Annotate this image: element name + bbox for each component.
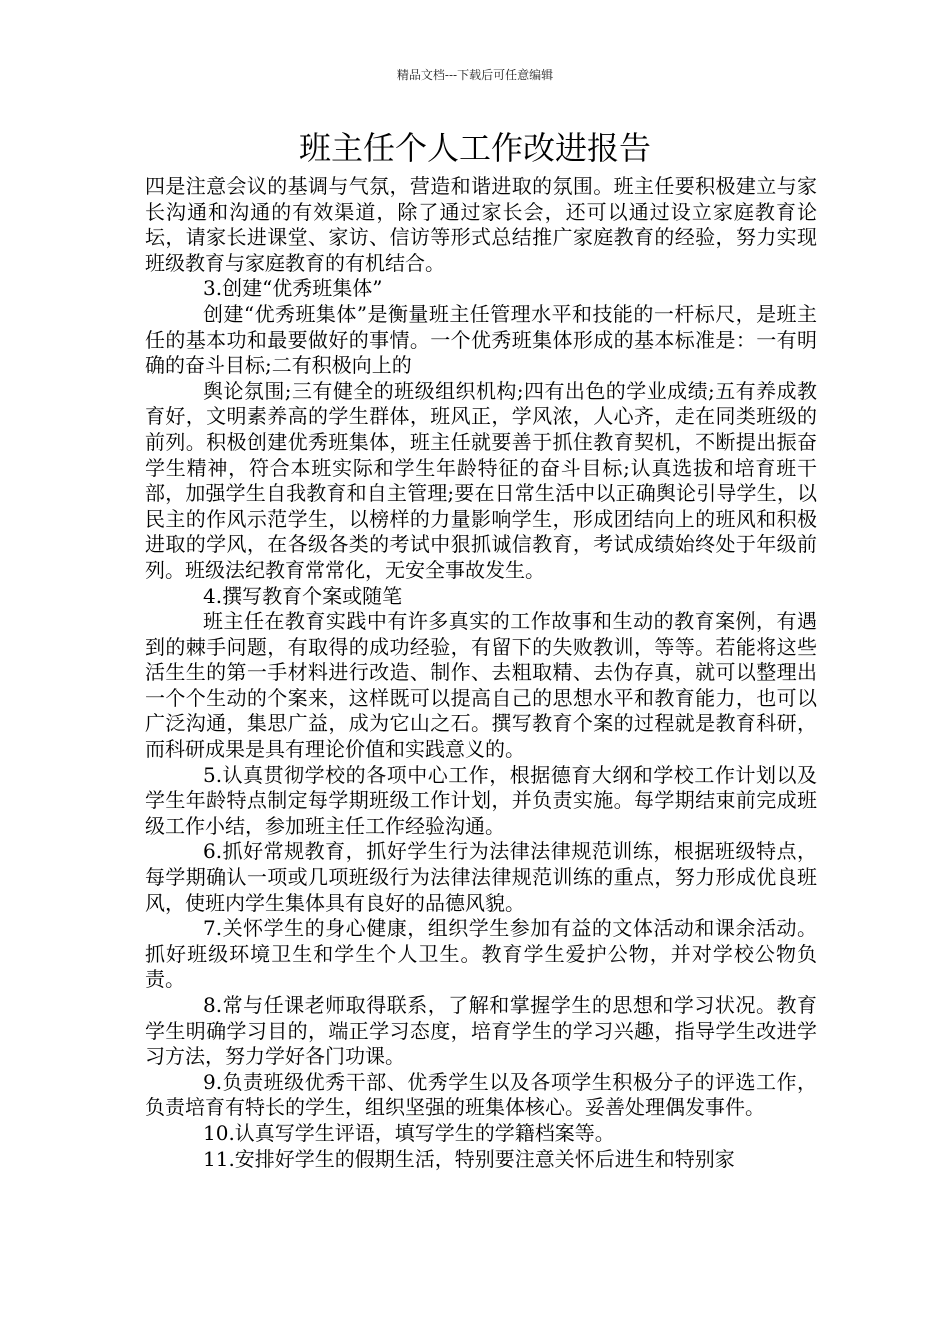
paragraph: 舆论氛围;三有健全的班级组织机构;四有出色的学业成绩;五有养成教育好，文明素养高的学生群体，班风正，学风浓，人心齐，走在同类班级的前列。积极创建优秀班集体，班主任就要善于抓住教育契机，不断提出振奋学生精神，符合本班实际和学生年龄特征的奋斗目标;认真选拔和培育班干部，加强学生自我教育和自主管理;要在日常生活中以正确舆论引导学生，以民主的作风示范学生，以榜样的力量影响学生，形成团结向上的班风和积极进取的学风，在各级各类的考试中狠抓诚信教育，考试成绩始终处于年级前列。班级法纪教育常常化，无安全事故发生。 [145, 378, 817, 582]
document-body [145, 174, 817, 1172]
header-note: 精品文档---下载后可任意编辑 [396, 68, 554, 82]
list-item: 9.负责班级优秀干部、优秀学生以及各项学生积极分子的评选工作，负责培育有特长的学生，组织坚强的班集体核心。妥善处理偶发事件。 [145, 1069, 817, 1120]
section-heading: 4.撰写教育个案或随笔 [203, 583, 403, 608]
paragraph: 四是注意会议的基调与气氛，营造和谐进取的氛围。班主任要积极建立与家长沟通和沟通的有效渠道，除了通过家长会，还可以通过设立家庭教育论坛，请家长进课堂、家访、信访等形式总结推广家庭教育的经验，努力实现班级教育与家庭教育的有机结合。 [145, 174, 817, 275]
paragraph: 创建“优秀班集体”是衡量班主任管理水平和技能的一杆标尺，是班主任的基本功和最要做好的事情。一个优秀班集体形成的基本标准是：一有明确的奋斗目标;二有积极向上的 [145, 301, 817, 378]
list-item: 11.安排好学生的假期生活，特别要注意关怀后进生和特别家 [203, 1146, 735, 1171]
list-item: 7.关怀学生的身心健康，组织学生参加有益的文体活动和课余活动。抓好班级环境卫生和学生个人卫生。教育学生爱护公物，并对学校公物负责。 [145, 916, 817, 992]
list-item: 8.常与任课老师取得联系，了解和掌握学生的思想和学习状况。教育学生明确学习目的，端正学习态度，培育学生的学习兴趣，指导学生改进学习方法，努力学好各门功课。 [145, 993, 817, 1069]
document-title: 班主任个人工作改进报告 [298, 129, 651, 167]
paragraph: 班主任在教育实践中有许多真实的工作故事和生动的教育案例，有遇到的棘手问题，有取得的成功经验，有留下的失败教训，等等。若能将这些活生生的第一手材料进行改造、制作、去粗取精、去伪存真，就可以整理出一个个生动的个案来，这样既可以提高自己的思想水平和教育能力，也可以广泛沟通，集思广益，成为它山之石。撰写教育个案的过程就是教育科研，而科研成果是具有理论价值和实践意义的。 [145, 609, 817, 762]
list-item: 10.认真写学生评语，填写学生的学籍档案等。 [203, 1120, 615, 1145]
list-item: 6.抓好常规教育，抓好学生行为法律法律规范训练，根据班级特点，每学期确认一项或几项班级行为法律法律规范训练的重点，努力形成优良班风，使班内学生集体具有良好的品德风貌。 [145, 839, 817, 915]
list-item: 5.认真贯彻学校的各项中心工作，根据德育大纲和学校工作计划以及学生年龄特点制定每学期班级工作计划，并负责实施。每学期结束前完成班级工作小结，参加班主任工作经验沟通。 [145, 762, 817, 838]
section-heading: 3.创建“优秀班集体” [203, 276, 383, 301]
